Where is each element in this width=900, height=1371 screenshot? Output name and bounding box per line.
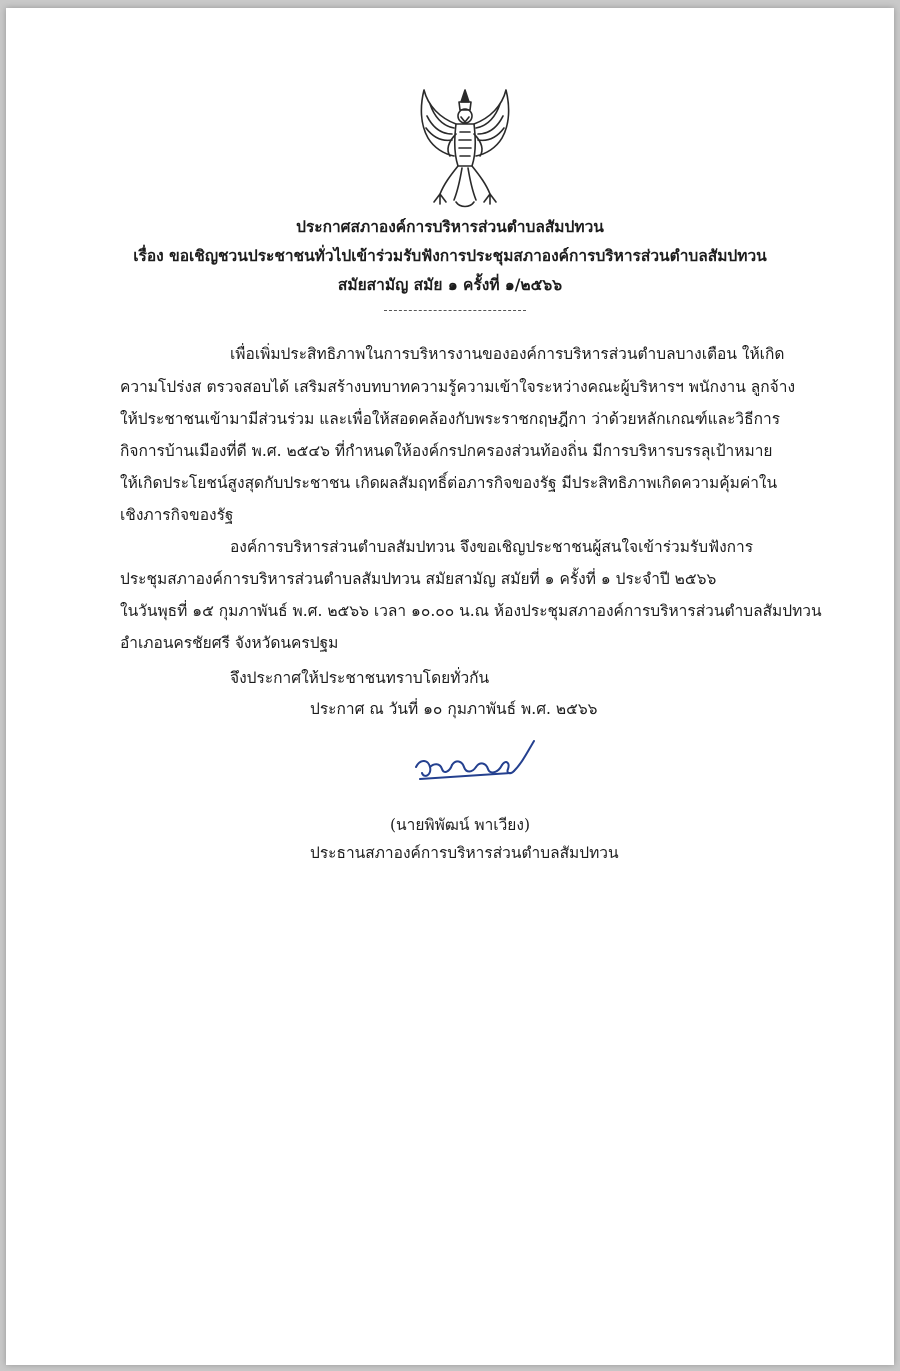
paragraph2-line: ในวันพุธที่ ๑๕ กุมภาพันธ์ พ.ศ. ๒๕๖๖ เวลา ๑๐.๐๐ น.ณ ห้องประชุมสภาองค์การบริหารส่วนตำบลสัมปทวน — [120, 602, 822, 620]
closing-statement: จึงประกาศให้ประชาชนทราบโดยทั่วกัน — [230, 669, 490, 687]
signer-name: (นายพิพัฒน์ พาเวียง) — [390, 816, 531, 834]
paragraph1-line: ให้เกิดประโยชน์สูงสุดกับประชาชน เกิดผลสัมฤทธิ์ต่อภารกิจของรัฐ มีประสิทธิภาพเกิดความคุ้มค่าใน — [120, 474, 778, 492]
document-heading: ประกาศสภาองค์การบริหารส่วนตำบลสัมปทวน — [296, 217, 604, 236]
paragraph1-line: กิจการบ้านเมืองที่ดี พ.ศ. ๒๕๔๖ ที่กำหนดให้องค์กรปกครองส่วนท้องถิ่น มีการบริหารบรรลุเป้าหมาย — [120, 442, 773, 460]
paragraph2-line: อำเภอนครชัยศรี จังหวัดนครปฐม — [120, 634, 339, 652]
paragraph1-line: ความโปร่งส ตรวจสอบได้ เสริมสร้างบทบาทความรู้ความเข้าใจระหว่างคณะผู้บริหารฯ พนักงาน ลูกจ้าง — [120, 378, 796, 396]
signer-position: ประธานสภาองค์การบริหารส่วนตำบลสัมปทวน — [310, 844, 619, 862]
handwritten-signature — [410, 737, 550, 795]
title-divider — [384, 310, 526, 311]
paragraph1-line: เชิงภารกิจของรัฐ — [120, 506, 234, 524]
document-page — [6, 8, 894, 1365]
paragraph2-line: องค์การบริหารส่วนตำบลสัมปทวน จึงขอเชิญประชาชนผู้สนใจเข้าร่วมรับฟังการ — [230, 538, 754, 556]
paragraph1-line: ให้ประชาชนเข้ามามีส่วนร่วม และเพื่อให้สอดคล้องกับพระราชกฤษฎีกา ว่าด้วยหลักเกณฑ์และวิธีการ — [120, 410, 781, 428]
garuda-emblem-icon — [410, 84, 520, 212]
paragraph1-line: เพื่อเพิ่มประสิทธิภาพในการบริหารงานขององค์การบริหารส่วนตำบลบางเตือน ให้เกิด — [230, 345, 785, 363]
paragraph2-line: ประชุมสภาองค์การบริหารส่วนตำบลสัมปทวน สมัยสามัญ สมัยที่ ๑ ครั้งที่ ๑ ประจำปี ๒๕๖๖ — [120, 570, 717, 588]
announcement-date: ประกาศ ณ วันที่ ๑๐ กุมภาพันธ์ พ.ศ. ๒๕๖๖ — [310, 700, 598, 718]
document-session: สมัยสามัญ สมัย ๑ ครั้งที่ ๑/๒๕๖๖ — [337, 275, 563, 294]
document-subject: เรื่อง ขอเชิญชวนประชาชนทั่วไปเข้าร่วมรับฟังการประชุมสภาองค์การบริหารส่วนตำบลสัมปทวน — [133, 246, 767, 265]
